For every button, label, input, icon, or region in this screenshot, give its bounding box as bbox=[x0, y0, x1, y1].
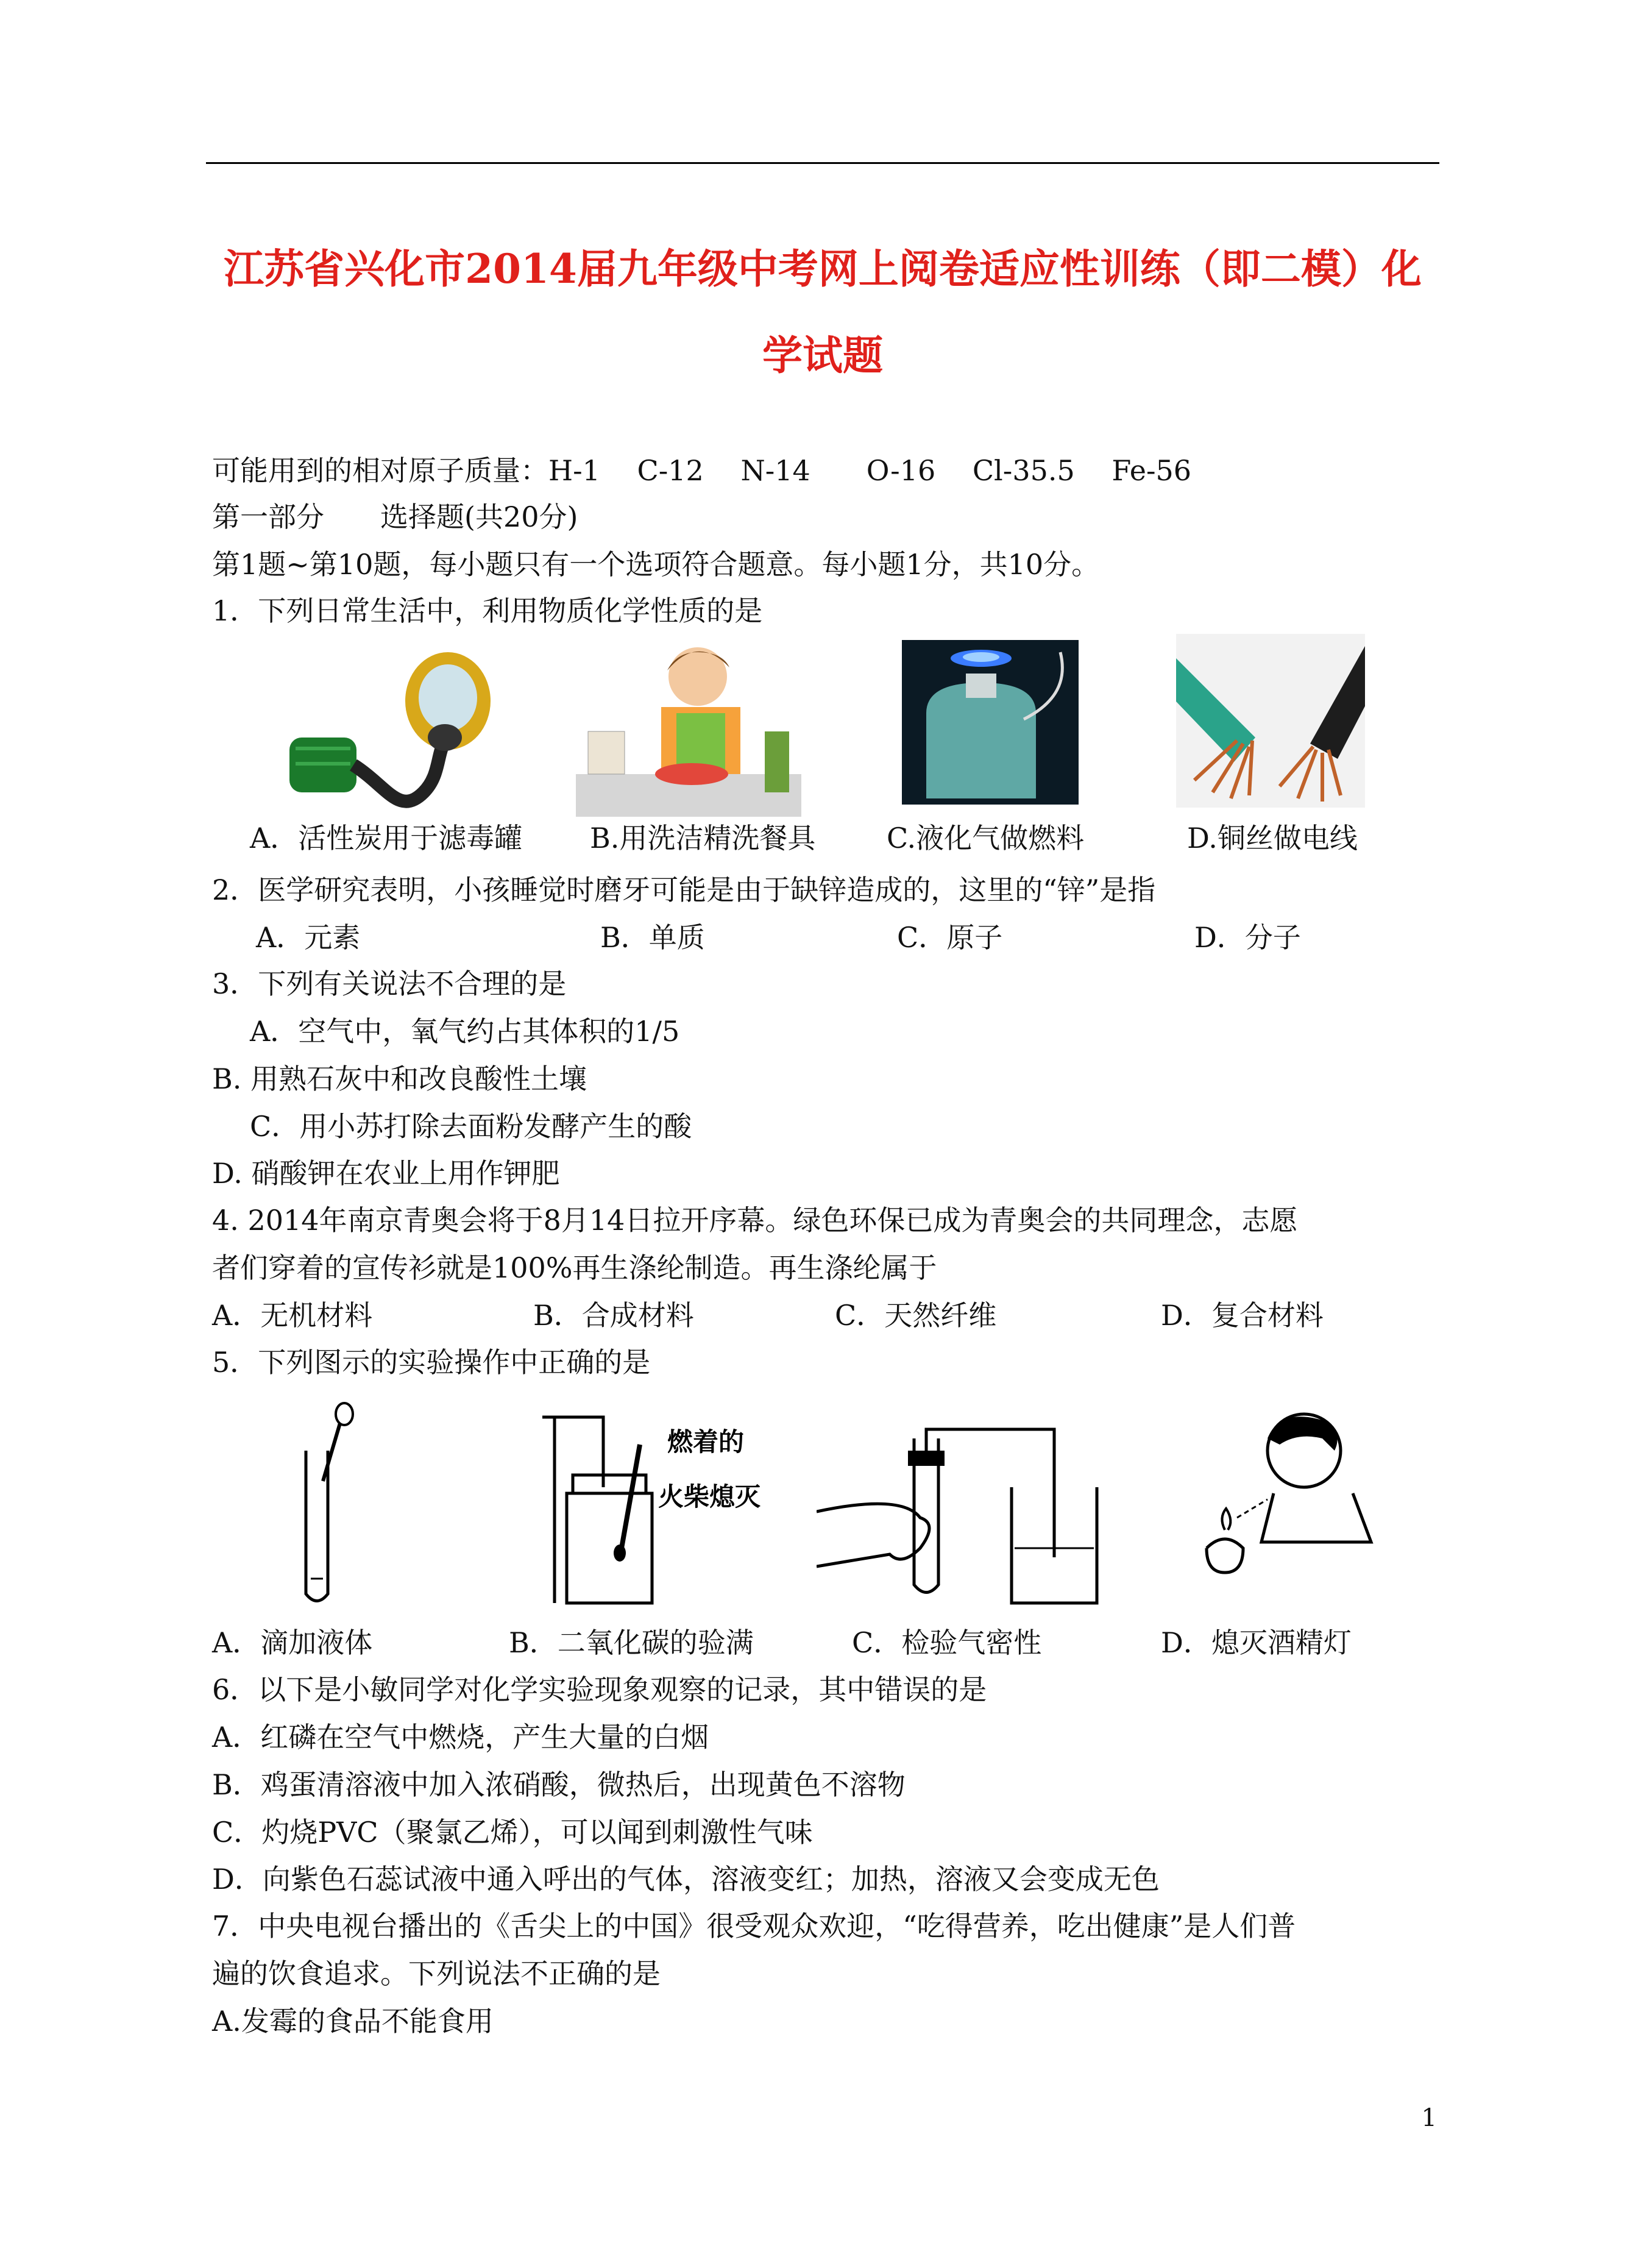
q4-option-d: D．复合材料 bbox=[1161, 1299, 1324, 1332]
q6-option-c: C．灼烧PVC（聚氯乙烯），可以闻到刺激性气味 bbox=[212, 1816, 813, 1849]
q1-option-b: B.用洗洁精洗餐具 bbox=[590, 822, 816, 855]
page-number: 1 bbox=[1421, 2104, 1437, 2132]
q4-stem-line1: 4. 2014年南京青奥会将于8月14日拉开序幕。绿色环保已成为青奥会的共同理念，志愿 bbox=[212, 1204, 1298, 1237]
atomic-masses: 可能用到的相对原子质量：H-1 C-12 N-14 O-16 Cl-35.5 Fe-56 bbox=[212, 454, 1192, 487]
q1-option-a: A．活性炭用于滤毒罐 bbox=[250, 822, 523, 855]
q3-option-d: D. 硝酸钾在农业上用作钾肥 bbox=[212, 1157, 560, 1190]
page-title-line1: 江苏省兴化市2014届九年级中考网上阅卷适应性训练（即二模）化 bbox=[224, 245, 1422, 293]
q6-option-d: D．向紫色石蕊试液中通入呼出的气体，溶液变红；加热，溶液又会变成无色 bbox=[212, 1863, 1160, 1896]
q2-option-b: B．单质 bbox=[600, 921, 705, 954]
q1-stem: 1．下列日常生活中，利用物质化学性质的是 bbox=[212, 594, 763, 627]
q5-option-d: D．熄灭酒精灯 bbox=[1161, 1626, 1352, 1659]
q3-option-b: B. 用熟石灰中和改良酸性土壤 bbox=[212, 1062, 587, 1095]
header-rule bbox=[206, 162, 1439, 164]
q5-figure-label-1: 燃着的 bbox=[667, 1427, 745, 1457]
q5-option-a: A．滴加液体 bbox=[212, 1626, 373, 1659]
dishwashing-figure bbox=[570, 634, 807, 823]
q2-option-d: D．分子 bbox=[1194, 921, 1301, 954]
part-heading: 第一部分 选择题(共20分) bbox=[212, 500, 578, 533]
gas-cylinder-figure bbox=[902, 640, 1079, 805]
q3-option-a: A．空气中，氧气约占其体积的1/5 bbox=[250, 1015, 680, 1048]
q7-stem-line2: 遍的饮食追求。下列说法不正确的是 bbox=[212, 1957, 661, 1990]
q6-option-b: B．鸡蛋清溶液中加入浓硝酸，微热后，出现黄色不溶物 bbox=[212, 1768, 906, 1801]
page-title-line2: 学试题 bbox=[762, 332, 883, 379]
copper-wire-figure bbox=[1176, 634, 1365, 808]
q2-option-c: C．原子 bbox=[897, 921, 1003, 954]
extinguish-lamp-figure bbox=[1200, 1408, 1383, 1585]
co2-bottle-figure bbox=[536, 1414, 792, 1609]
q4-option-c: C．天然纤维 bbox=[835, 1299, 997, 1332]
q3-option-c: C．用小苏打除去面粉发酵产生的酸 bbox=[250, 1110, 692, 1143]
q3-stem: 3．下列有关说法不合理的是 bbox=[212, 967, 567, 1000]
q4-stem-line2: 者们穿着的宣传衫就是100%再生涤纶制造。再生涤纶属于 bbox=[212, 1251, 937, 1284]
q7-stem-line1: 7．中央电视台播出的《舌尖上的中国》很受观众欢迎，“吃得营养，吃出健康”是人们普 bbox=[212, 1910, 1296, 1943]
q5-option-b: B．二氧化碳的验满 bbox=[509, 1626, 754, 1659]
q7-option-a: A.发霉的食品不能食用 bbox=[212, 2005, 494, 2038]
q5-figure-label-2: 火柴熄灭 bbox=[658, 1482, 761, 1512]
q5-option-c: C．检验气密性 bbox=[852, 1626, 1042, 1659]
q1-option-c: C.液化气做燃料 bbox=[887, 822, 1085, 855]
q4-option-a: A．无机材料 bbox=[212, 1299, 373, 1332]
q5-stem: 5．下列图示的实验操作中正确的是 bbox=[212, 1346, 651, 1379]
gas-mask-figure bbox=[283, 646, 509, 829]
dropper-test-tube-figure bbox=[286, 1402, 366, 1609]
instructions: 第1题~第10题，每小题只有一个选项符合题意。每小题1分，共10分。 bbox=[212, 548, 1100, 581]
q1-option-d: D.铜丝做电线 bbox=[1187, 822, 1358, 855]
q6-option-a: A．红磷在空气中燃烧，产生大量的白烟 bbox=[212, 1721, 709, 1754]
q6-stem: 6．以下是小敏同学对化学实验现象观察的记录，其中错误的是 bbox=[212, 1673, 987, 1706]
q2-option-a: A．元素 bbox=[256, 921, 361, 954]
air-tightness-figure bbox=[817, 1426, 1109, 1609]
q4-option-b: B．合成材料 bbox=[533, 1299, 694, 1332]
q2-stem: 2．医学研究表明，小孩睡觉时磨牙可能是由于缺锌造成的，这里的“锌”是指 bbox=[212, 873, 1156, 906]
